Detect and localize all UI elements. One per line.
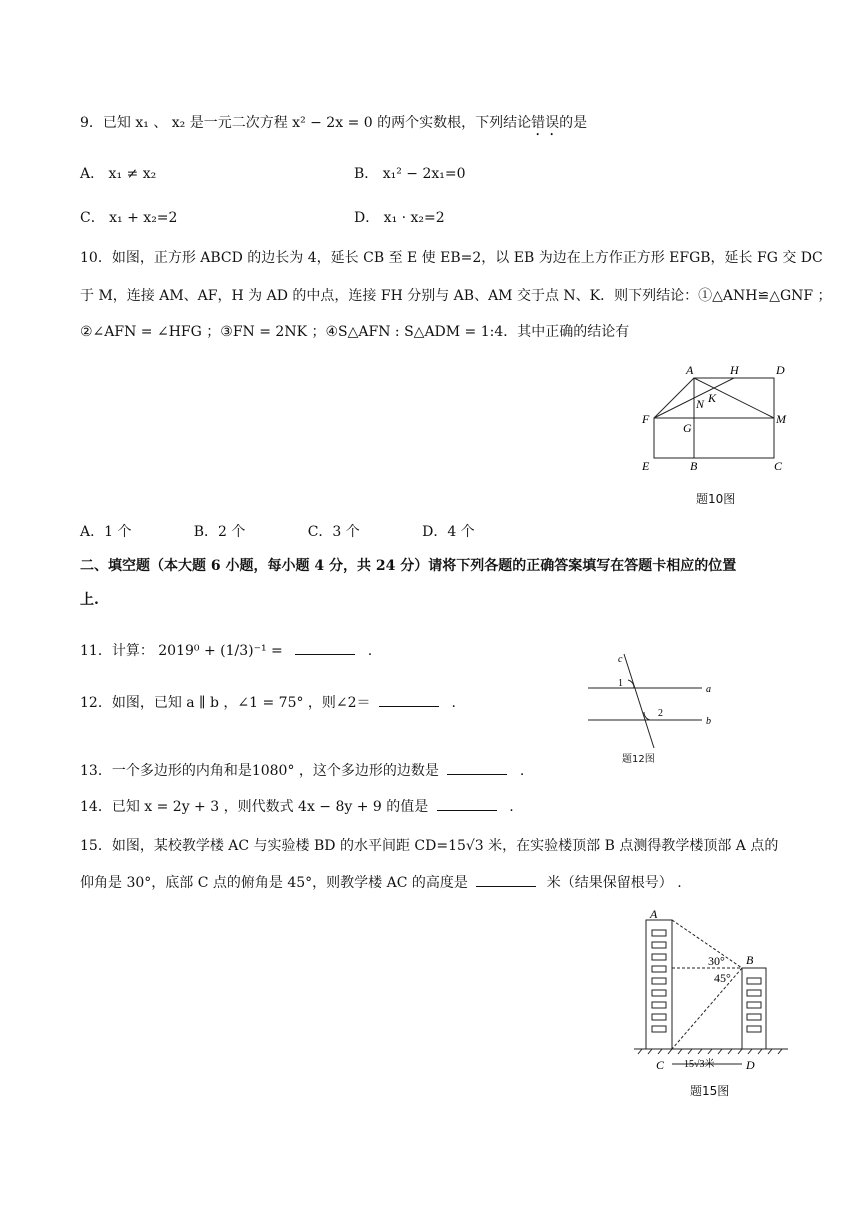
q10-line1: 10．如图，正方形 ABCD 的边长为 4，延长 CB 至 E 使 EB=2，以 EB 为边在上方作正方形 EFGB，延长 FG 交 DC <box>80 250 823 266</box>
q15-label-a: A <box>650 908 658 921</box>
q12-text: 12．如图，已知 a ∥ b ，∠1 = 75° ，则∠2＝ <box>80 695 371 711</box>
q14-answer-blank[interactable] <box>437 796 497 811</box>
q11-end: . <box>367 643 373 659</box>
q10-label-d: D <box>776 363 785 377</box>
section2-heading-line2: 上. <box>80 592 99 608</box>
q14-end: . <box>509 799 514 815</box>
q13 <box>80 760 524 781</box>
q12-end: . <box>451 695 456 711</box>
q10-label-n: N <box>696 397 705 411</box>
q12-answer-blank[interactable] <box>379 692 439 707</box>
q12-figure <box>584 650 724 750</box>
q10-label-a: A <box>686 363 694 377</box>
q12-label-2: 2 <box>658 708 663 719</box>
q15-label-angle45: 45° <box>714 971 731 985</box>
q10-label-e: E <box>642 459 650 473</box>
q15-figure-caption: 题15图 <box>690 1084 730 1098</box>
q12-figure-caption: 题12图 <box>622 754 655 765</box>
q10-line3: ②∠AFN = ∠HFG ；③FN = 2NK ；④S△AFN : S△ADM = 1:4．其中正确的结论有 <box>80 324 630 340</box>
q12-label-1: 1 <box>618 678 623 689</box>
q9-option-b: B． x₁² − 2x₁=0 <box>354 166 466 182</box>
q10-options: A．1 个 B．2 个 C．3 个 D．4 个 <box>80 524 475 540</box>
q14-text: 14．已知 x = 2y + 3 ，则代数式 4x − 8y + 9 的值是 <box>80 799 429 815</box>
q14 <box>80 796 514 817</box>
q10-label-c: C <box>774 459 783 473</box>
q15-label-distance: 15√3米 <box>684 1059 715 1070</box>
q15-label-c: C <box>656 1058 665 1072</box>
q15-windows-ac <box>652 930 666 1032</box>
q15-line-bc <box>672 968 742 1049</box>
q15-line2-text: 仰角是 30°，底部 C 点的俯角是 45°，则教学楼 AC 的高度是 <box>80 875 468 891</box>
q12-label-a: a <box>706 684 711 695</box>
q15-answer-blank[interactable] <box>476 872 536 887</box>
q10-label-m: M <box>776 412 786 426</box>
q15-label-angle30: 30° <box>708 954 725 968</box>
q11 <box>80 640 372 661</box>
q15-figure <box>628 908 798 1078</box>
q10-label-f: F <box>642 412 650 426</box>
q15-ground-hatch <box>638 1049 782 1054</box>
q9-option-c: C． x₁ + x₂=2 <box>80 210 178 226</box>
q12-line-c <box>624 654 654 748</box>
q12 <box>80 692 456 713</box>
q9-stem-text: 9．已知 x₁ 、 x₂ 是一元二次方程 x² − 2x = 0 的两个实数根，下列结论 <box>80 115 532 131</box>
q10-line2: 于 M，连接 AM、AF，H 为 AD 的中点，连接 FH 分别与 AB、AM 交于点 N、K．则下列结论：①△ANH≌△GNF ； <box>80 288 832 304</box>
q12-label-c: c <box>618 654 623 665</box>
q9-stem-emphasis: 错误 <box>531 115 560 131</box>
q10-label-b: B <box>690 459 698 473</box>
section2-heading-line1: 二、填空题（本大题 6 小题，每小题 4 分，共 24 分）请将下列各题的正确答案填写在答题卡相应的位置 <box>80 558 737 574</box>
q10-label-k: K <box>708 391 717 405</box>
q9-option-a: A． x₁ ≠ x₂ <box>80 166 157 182</box>
q9-stem <box>80 113 587 139</box>
q15-label-b: B <box>746 953 754 967</box>
q13-end: . <box>519 763 525 779</box>
q15-line1: 15．如图，某校教学楼 AC 与实验楼 BD 的水平间距 CD=15√3 米，在实验楼顶部 B 点测得教学楼顶部 A 点的 <box>80 838 779 854</box>
q15-line2-end: 米（结果保留根号） . <box>546 875 682 891</box>
q10-line-af <box>654 378 694 418</box>
q10-line-am <box>694 378 774 418</box>
q10-figure-caption: 题10图 <box>696 492 736 506</box>
q10-label-h: H <box>730 363 739 377</box>
q13-text: 13．一个多边形的内角和是1080° ，这个多边形的边数是 <box>80 763 439 779</box>
q15-windows-bd <box>747 978 761 1032</box>
q11-answer-blank[interactable] <box>295 640 355 655</box>
q9-stem-end: 的是 <box>559 115 588 131</box>
q10-label-g: G <box>683 421 692 435</box>
q15-label-d: D <box>746 1058 755 1072</box>
q9-option-d: D． x₁ · x₂=2 <box>354 210 445 226</box>
q12-label-b: b <box>706 716 711 727</box>
q15-line-ab <box>672 920 742 968</box>
q11-text: 11．计算： 2019⁰ + (1/3)⁻¹ = <box>80 643 283 659</box>
q13-answer-blank[interactable] <box>447 760 507 775</box>
q10-figure <box>640 360 800 480</box>
q15-line2 <box>80 872 682 893</box>
